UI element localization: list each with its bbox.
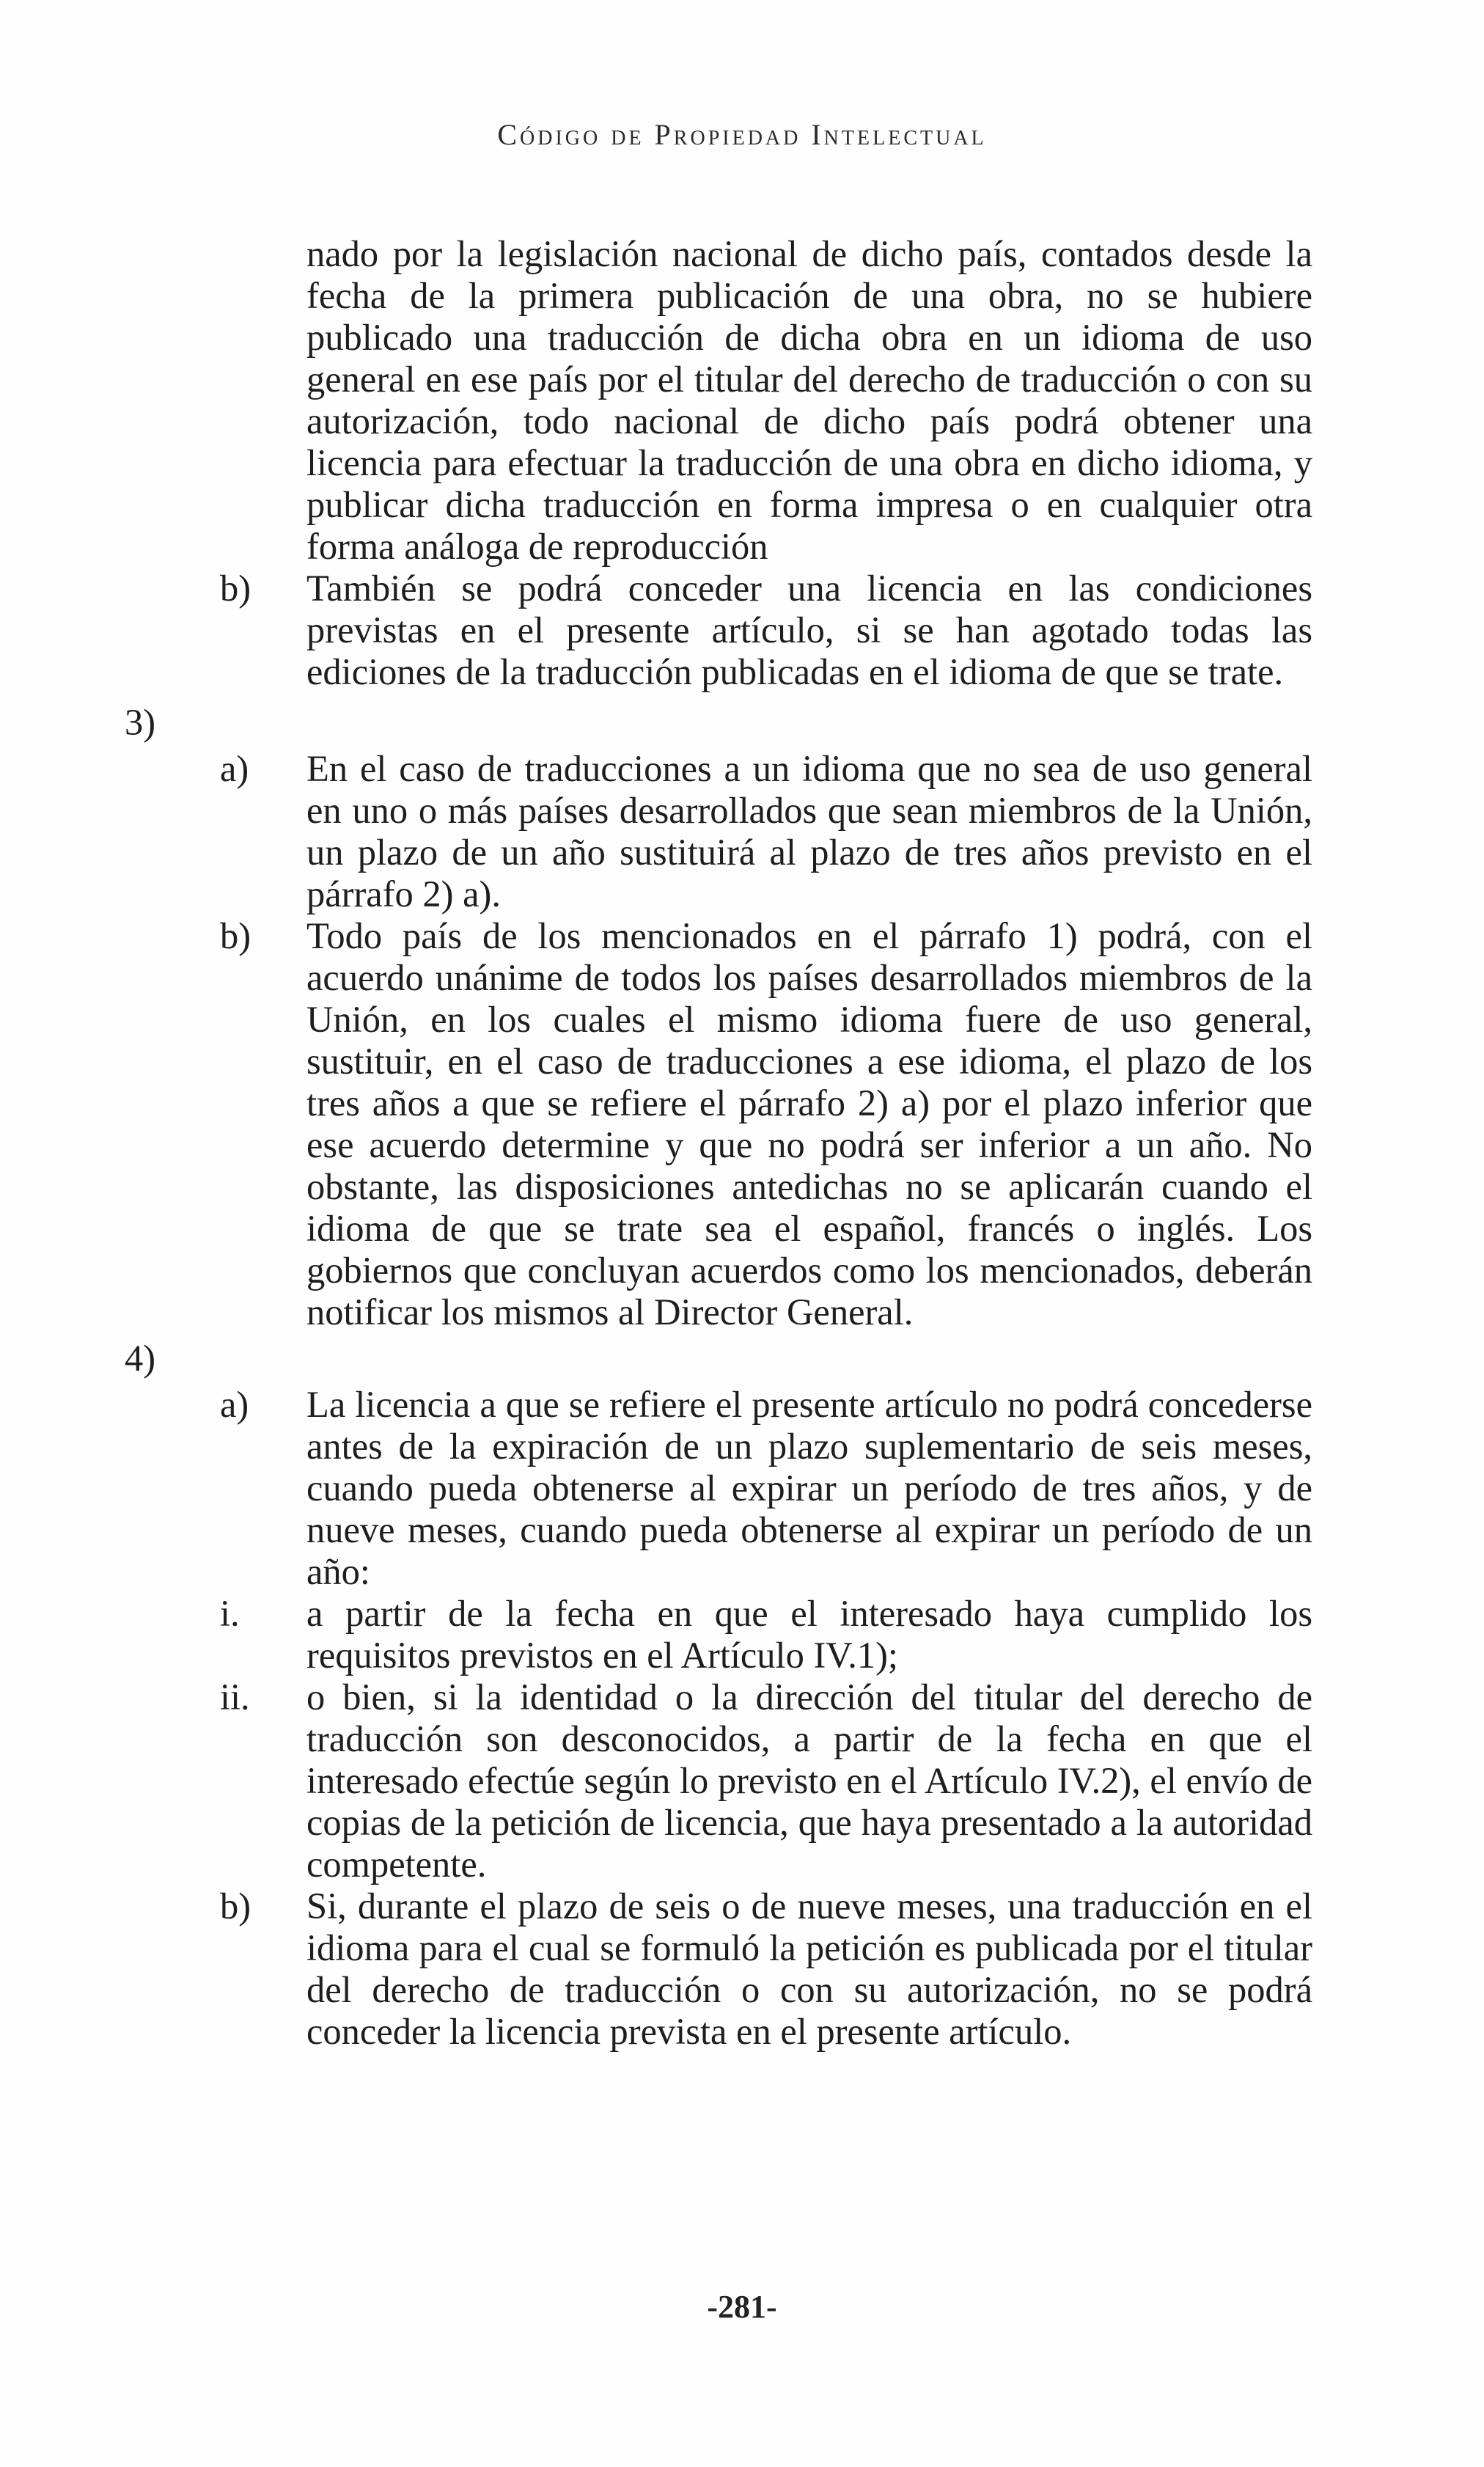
paragraph-2b-text: También se podrá conceder una licencia en las condiciones previstas en el presente artículo, si se han agotado todas las ediciones de la traducción publicadas en el idioma de que se trate. <box>306 568 1312 692</box>
paragraph-4b <box>125 1885 1312 2053</box>
paragraph-4-i-text: a partir de la fecha en que el interesado haya cumplido los requisitos previstos en el Artículo IV.1); <box>306 1593 1312 1676</box>
paragraph-2a-continuation <box>125 233 1312 568</box>
item-label: a) <box>220 1384 249 1425</box>
item-label: a) <box>220 748 249 789</box>
item-label: b) <box>220 568 251 609</box>
paragraph-4-i <box>125 1593 1312 1676</box>
paragraph-number: 3) <box>125 702 156 743</box>
paragraph-number: 4) <box>125 1338 156 1379</box>
paragraph-3b-text: Todo país de los mencionados en el párrafo 1) podrá, con el acuerdo unánime de todos los países desarrollados miembros de la Unión, en los cuales el mismo idioma fuere de uso general, sustituir, en el caso de traducciones a ese idioma, el plazo de los tres años a que se refiere el párrafo 2) a) por el plazo inferior que ese acuerdo determine y que no podrá ser inferior a un año. No obstante, las disposiciones antedichas no se aplicarán cuando el idioma de que se trate sea el español, francés o inglés. Los gobiernos que concluyan acuerdos como los mencionados, deberán notificar los mismos al Director General. <box>306 915 1312 1333</box>
paragraph-2b <box>125 568 1312 693</box>
paragraph-4b-text: Si, durante el plazo de seis o de nueve meses, una traducción en el idioma para el cual se formuló la petición es publicada por el titular del derecho de traducción o con su autorización, no se podrá conceder la licencia prevista en el presente artículo. <box>306 1885 1312 2052</box>
paragraph-4a <box>125 1384 1312 1593</box>
paragraph-4-number-row <box>125 1338 1312 1379</box>
paragraph-2a-text: nado por la legislación nacional de dicho país, contados desde la fecha de la primera publicación de una obra, no se hubiere publicado una traducción de dicha obra en un idioma de uso general en ese país por el titular del derecho de traducción o con su autorización, todo nacional de dicho país podrá obtener una licencia para efectuar la traducción de una obra en dicho idioma, y publicar dicha traducción en forma impresa o en cualquier otra forma análoga de reproducción <box>306 233 1312 567</box>
item-label: i. <box>220 1593 240 1634</box>
paragraph-3a <box>125 748 1312 915</box>
item-label: b) <box>220 915 251 956</box>
item-label: b) <box>220 1885 251 1927</box>
paragraph-4-ii-text: o bien, si la identidad o la dirección del titular del derecho de traducción son desconocidos, a partir de la fecha en que el interesado efectúe según lo previsto en el Artículo IV.2), el envío de copias de la petición de licencia, que haya presentado a la autoridad competente. <box>306 1676 1312 1885</box>
item-label: ii. <box>220 1676 250 1718</box>
paragraph-3-number-row <box>125 702 1312 744</box>
paragraph-3b <box>125 915 1312 1333</box>
paragraph-3a-text: En el caso de traducciones a un idioma que no sea de uso general en uno o más países desarrollados que sean miembros de la Unión, un plazo de un año sustituirá al plazo de tres años previsto en el párrafo 2) a). <box>306 748 1312 914</box>
running-header: Código de Propiedad Intelectual <box>497 118 987 151</box>
article-body <box>125 233 1312 2053</box>
page-number: -281- <box>707 2289 777 2325</box>
paragraph-4-ii <box>125 1676 1312 1885</box>
paragraph-4a-text: La licencia a que se refiere el presente artículo no podrá concederse antes de la expiración de un plazo suplementario de seis meses, cuando pueda obtenerse al expirar un período de tres años, y de nueve meses, cuando pueda obtenerse al expirar un período de un año: <box>306 1384 1312 1592</box>
